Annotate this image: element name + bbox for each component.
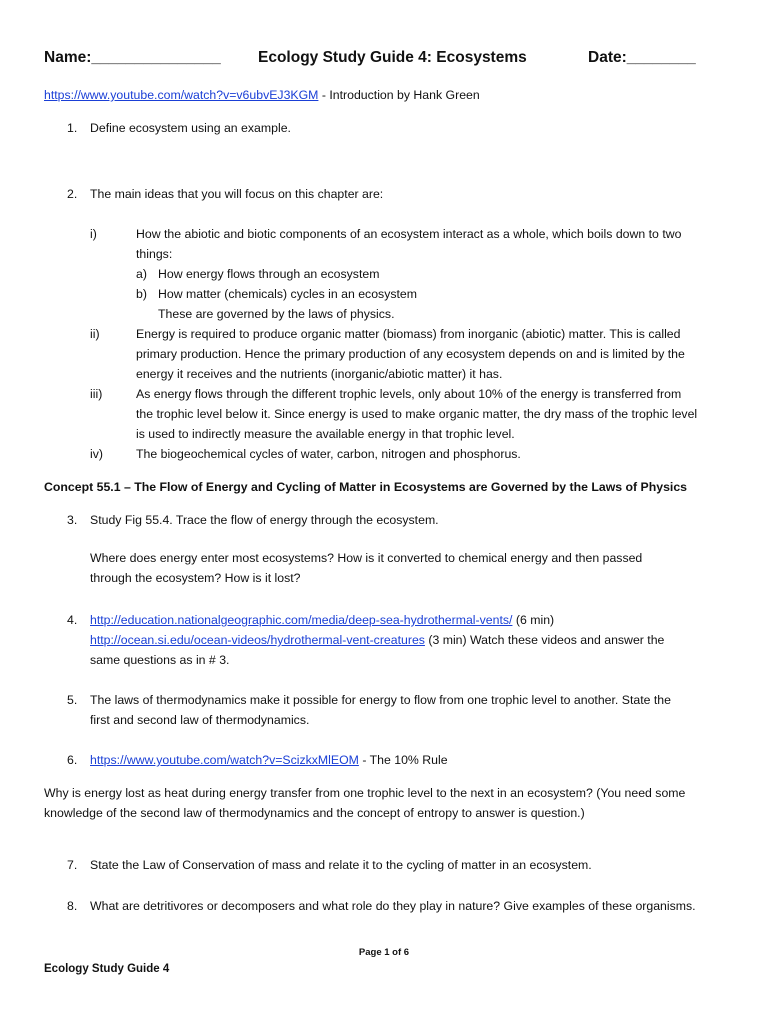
page-number: Page 1 of 6: [358, 947, 410, 958]
q2-item-iv-label: iv): [90, 447, 103, 461]
intro-video-link[interactable]: https://www.youtube.com/watch?v=v6ubvEJ3KGM: [44, 88, 319, 102]
q4-number: 4.: [67, 613, 78, 627]
q2-item-ii-label: ii): [90, 327, 100, 341]
q8-text: What are detritivores or decomposers and what role do they play in nature? Give examples of these organisms.: [90, 899, 696, 913]
why-question-line1: Why is energy lost as heat during energy transfer from one trophic level to the next in an ecosystem? (You need some: [44, 786, 686, 800]
q2-sub-b-label: b): [136, 287, 147, 301]
q2-item-ii-line2: primary production. Hence the primary production of any ecosystem depends on and is limited by the: [136, 347, 685, 361]
q2-item-i-after: These are governed by the laws of physics.: [158, 307, 395, 321]
q2-item-iii-line2: the trophic level below it. Since energy is used to make organic matter, the dry mass of the trophic level: [136, 407, 698, 421]
document-title: Ecology Study Guide 4: Ecosystems: [258, 49, 527, 66]
smithsonian-video-link[interactable]: http://ocean.si.edu/ocean-videos/hydrothermal-vent-creatures: [90, 633, 425, 647]
q2-item-i-line1: How the abiotic and biotic components of an ecosystem interact as a whole, which boils down to two: [136, 227, 682, 241]
q2-item-iii-line3: is used to indirectly measure the available energy in that trophic level.: [136, 427, 515, 441]
q8-number: 8.: [67, 899, 78, 913]
q2-item-iv-line1: The biogeochemical cycles of water, carbon, nitrogen and phosphorus.: [136, 447, 521, 461]
concept-heading: Concept 55.1 – The Flow of Energy and Cycling of Matter in Ecosystems are Governed by the Laws of Physics: [44, 480, 688, 494]
footer-title: Ecology Study Guide 4: [44, 963, 170, 975]
q2-item-iii-label: iii): [90, 387, 103, 401]
q4-link2-after: (3 min) Watch these videos and answer the: [424, 633, 665, 647]
q2-sub-a-label: a): [136, 267, 147, 281]
q6-line: [90, 750, 448, 770]
q4-link1-duration: (6 min): [512, 613, 555, 627]
q2-text: The main ideas that you will focus on this chapter are:: [90, 187, 384, 201]
q2-item-i-label: i): [90, 227, 97, 241]
q2-item-iii-line1: As energy flows through the different trophic levels, only about 10% of the energy is transferred from: [136, 387, 682, 401]
ten-percent-rule-link[interactable]: https://www.youtube.com/watch?v=ScizkxMlEOM: [90, 753, 359, 767]
intro-description: - Introduction by Hank Green: [318, 88, 480, 102]
intro-line: [44, 85, 480, 105]
q2-sub-a-text: How energy flows through an ecosystem: [158, 267, 380, 281]
q2-item-i-line2: things:: [136, 247, 173, 261]
q6-number: 6.: [67, 753, 78, 767]
q4-line1: [90, 610, 554, 630]
q5-line2: first and second law of thermodynamics.: [90, 713, 310, 727]
q3-number: 3.: [67, 513, 78, 527]
natgeo-video-link[interactable]: http://education.nationalgeographic.com/media/deep-sea-hydrothermal-vents/: [90, 613, 513, 627]
q7-text: State the Law of Conservation of mass and relate it to the cycling of matter in an ecosystem.: [90, 858, 592, 872]
q3-followup-line1: Where does energy enter most ecosystems? How is it converted to chemical energy and then passed: [90, 551, 643, 565]
q2-item-ii-line1: Energy is required to produce organic matter (biomass) from inorganic (abiotic) matter. This is called: [136, 327, 681, 341]
q2-number: 2.: [67, 187, 78, 201]
q2-sub-b-text: How matter (chemicals) cycles in an ecosystem: [158, 287, 417, 301]
q1-text: Define ecosystem using an example.: [90, 121, 291, 135]
q4-line3: same questions as in # 3.: [90, 653, 230, 667]
date-field-label: Date:________: [588, 49, 696, 66]
q4-line2: [90, 630, 664, 650]
name-field-label: Name:_______________: [44, 49, 221, 66]
q6-description: - The 10% Rule: [358, 753, 448, 767]
q5-number: 5.: [67, 693, 78, 707]
q3-text: Study Fig 55.4. Trace the flow of energy through the ecosystem.: [90, 513, 439, 527]
q3-followup-line2: through the ecosystem? How is it lost?: [90, 571, 301, 585]
q2-item-ii-line3: energy it receives and the nutrients (inorganic/abiotic matter) it has.: [136, 367, 503, 381]
q1-number: 1.: [67, 121, 78, 135]
q7-number: 7.: [67, 858, 78, 872]
why-question-line2: knowledge of the second law of thermodynamics and the concept of entropy to answer is question.): [44, 806, 585, 820]
q5-line1: The laws of thermodynamics make it possible for energy to flow from one trophic level to another. State the: [90, 693, 671, 707]
